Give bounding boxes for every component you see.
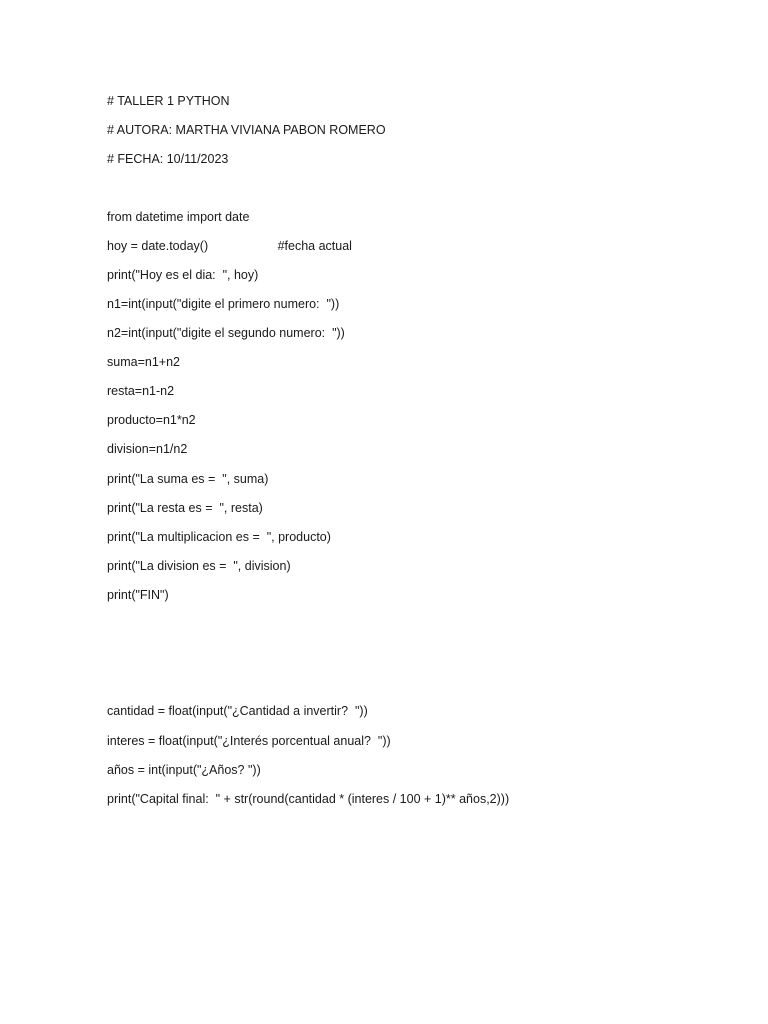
code-line: from datetime import date xyxy=(107,210,250,224)
code-line: print("La suma es = ", suma) xyxy=(107,472,269,486)
code-line: n1=int(input("digite el primero numero: ")) xyxy=(107,297,340,311)
code-line: print("Capital final: " + str(round(cantidad * (interes / 100 + 1)** años,2))) xyxy=(107,792,510,806)
code-line: resta=n1-n2 xyxy=(107,384,175,398)
code-line: interes = float(input("¿Interés porcentual anual? ")) xyxy=(107,734,391,748)
code-line: print("Hoy es el dia: ", hoy) xyxy=(107,268,259,282)
code-line: print("La multiplicacion es = ", producto) xyxy=(107,530,331,544)
header-date-line: # FECHA: 10/11/2023 xyxy=(107,152,229,166)
code-line: años = int(input("¿Años? ")) xyxy=(107,763,261,777)
code-line: hoy = date.today() #fecha actual xyxy=(107,239,352,253)
code-line: producto=n1*n2 xyxy=(107,413,196,427)
code-line: print("La resta es = ", resta) xyxy=(107,501,263,515)
code-line: n2=int(input("digite el segundo numero: ")) xyxy=(107,326,345,340)
code-line: cantidad = float(input("¿Cantidad a invertir? ")) xyxy=(107,704,368,718)
code-line: print("FIN") xyxy=(107,588,169,602)
header-title-line: # TALLER 1 PYTHON xyxy=(107,94,230,108)
code-line: suma=n1+n2 xyxy=(107,355,180,369)
code-line: division=n1/n2 xyxy=(107,442,188,456)
header-author-line: # AUTORA: MARTHA VIVIANA PABON ROMERO xyxy=(107,123,386,137)
code-line: print("La division es = ", division) xyxy=(107,559,291,573)
